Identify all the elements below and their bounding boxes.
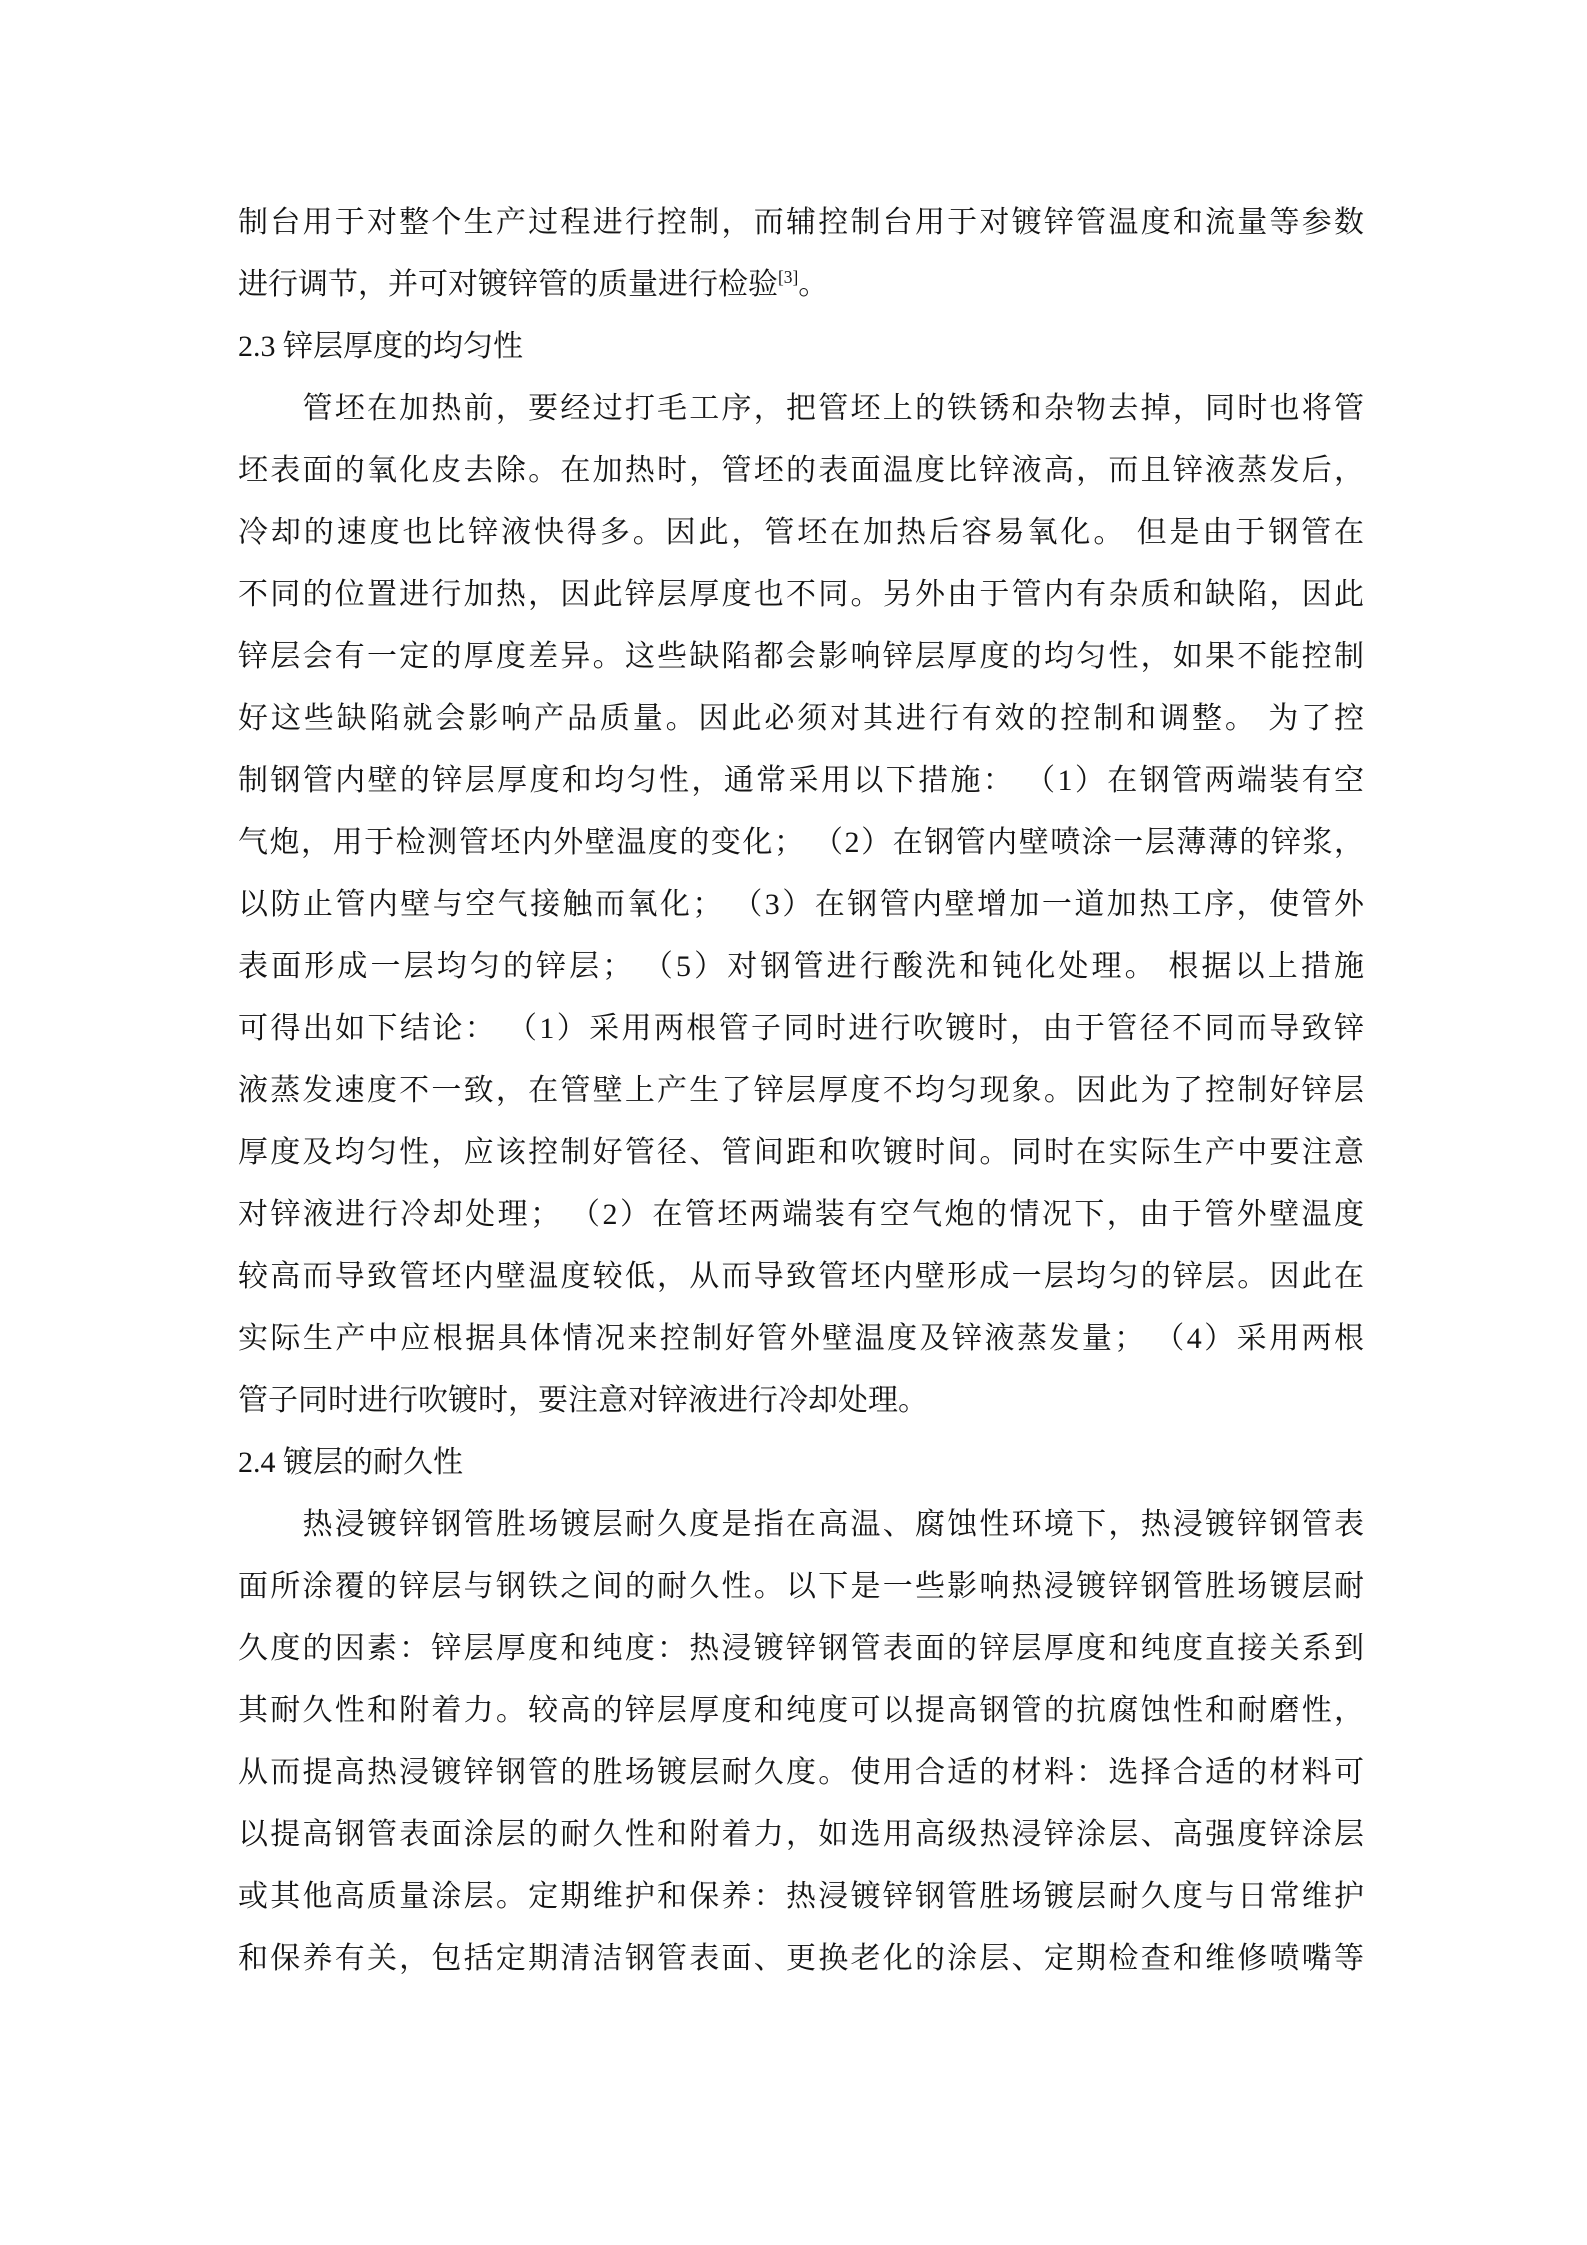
line-text: 久度的因素：锌层厚度和纯度：热浸镀锌钢管表面的锌层厚度和纯度直接关系到	[238, 1632, 1364, 1665]
body-text-line	[238, 1556, 1364, 1618]
body-text-line	[238, 874, 1364, 936]
body-text-line	[238, 254, 1364, 316]
body-text-line	[238, 750, 1364, 812]
line-text: 气炮，用于检测管坯内外壁温度的变化； （2）在钢管内壁喷涂一层薄薄的锌浆，	[238, 826, 1364, 859]
line-text: 其耐久性和附着力。较高的锌层厚度和纯度可以提高钢管的抗腐蚀性和耐磨性，	[238, 1694, 1364, 1727]
body-text-line	[238, 1866, 1364, 1928]
line-text: 厚度及均匀性，应该控制好管径、管间距和吹镀时间。同时在实际生产中要注意	[238, 1136, 1364, 1169]
body-text-line	[238, 688, 1364, 750]
body-text-line	[238, 1122, 1364, 1184]
line-text: 较高而导致管坯内壁温度较低，从而导致管坯内壁形成一层均匀的锌层。因此在	[238, 1260, 1364, 1293]
body-text-line	[238, 1680, 1364, 1742]
body-text-line	[238, 1928, 1364, 1990]
line-text: 坯表面的氧化皮去除。在加热时，管坯的表面温度比锌液高，而且锌液蒸发后，	[238, 454, 1364, 487]
body-text-line	[238, 378, 1364, 440]
body-text-line	[238, 998, 1364, 1060]
line-text: 从而提高热浸镀锌钢管的胜场镀层耐久度。使用合适的材料：选择合适的材料可	[238, 1756, 1364, 1789]
line-text: 管子同时进行吹镀时，要注意对锌液进行冷却处理。	[238, 1384, 928, 1417]
body-text-line	[238, 1370, 1364, 1432]
body-text-line	[238, 1184, 1364, 1246]
citation-superscript: [3]	[778, 267, 799, 287]
line-text: 锌层会有一定的厚度差异。这些缺陷都会影响锌层厚度的均匀性，如果不能控制	[238, 640, 1364, 673]
body-text-line	[238, 812, 1364, 874]
body-text-line	[238, 1742, 1364, 1804]
body-text-line	[238, 1618, 1364, 1680]
line-text: 表面形成一层均匀的锌层； （5）对钢管进行酸洗和钝化处理。 根据以上措施	[238, 950, 1364, 983]
line-text-tail: 。	[798, 268, 829, 301]
line-text: 进行调节，并可对镀锌管的质量进行检验	[238, 268, 778, 301]
line-text: 管坯在加热前，要经过打毛工序，把管坯上的铁锈和杂物去掉，同时也将管	[238, 392, 1364, 425]
line-text: 和保养有关，包括定期清洁钢管表面、更换老化的涂层、定期检查和维修喷嘴等	[238, 1942, 1364, 1975]
line-text: 好这些缺陷就会影响产品质量。因此必须对其进行有效的控制和调整。 为了控	[238, 702, 1364, 735]
body-text-line	[238, 1804, 1364, 1866]
body-text-line	[238, 564, 1364, 626]
line-text: 热浸镀锌钢管胜场镀层耐久度是指在高温、腐蚀性环境下，热浸镀锌钢管表	[238, 1508, 1364, 1541]
body-text-line	[238, 502, 1364, 564]
line-text: 2.3 锌层厚度的均匀性	[238, 330, 523, 363]
body-text-line	[238, 192, 1364, 254]
section-heading	[238, 316, 1364, 378]
line-text: 面所涂覆的锌层与钢铁之间的耐久性。以下是一些影响热浸镀锌钢管胜场镀层耐	[238, 1570, 1364, 1603]
line-text: 可得出如下结论： （1）采用两根管子同时进行吹镀时，由于管径不同而导致锌	[238, 1012, 1364, 1045]
body-text-line	[238, 440, 1364, 502]
line-text: 对锌液进行冷却处理； （2）在管坯两端装有空气炮的情况下，由于管外壁温度	[238, 1198, 1364, 1231]
body-text-line	[238, 936, 1364, 998]
text-block	[238, 192, 1364, 1990]
body-text-line	[238, 1060, 1364, 1122]
line-text: 制台用于对整个生产过程进行控制，而辅控制台用于对镀锌管温度和流量等参数	[238, 206, 1364, 239]
line-text: 以提高钢管表面涂层的耐久性和附着力，如选用高级热浸锌涂层、高强度锌涂层	[238, 1818, 1364, 1851]
line-text: 液蒸发速度不一致，在管壁上产生了锌层厚度不均匀现象。因此为了控制好锌层	[238, 1074, 1364, 1107]
body-text-line	[238, 626, 1364, 688]
line-text: 或其他高质量涂层。定期维护和保养：热浸镀锌钢管胜场镀层耐久度与日常维护	[238, 1880, 1364, 1913]
line-text: 冷却的速度也比锌液快得多。因此，管坯在加热后容易氧化。 但是由于钢管在	[238, 516, 1364, 549]
body-text-line	[238, 1308, 1364, 1370]
line-text: 制钢管内壁的锌层厚度和均匀性，通常采用以下措施： （1）在钢管两端装有空	[238, 764, 1364, 797]
line-text: 不同的位置进行加热，因此锌层厚度也不同。另外由于管内有杂质和缺陷，因此	[238, 578, 1364, 611]
body-text-line	[238, 1246, 1364, 1308]
body-text-line	[238, 1494, 1364, 1556]
line-text: 以防止管内壁与空气接触而氧化； （3）在钢管内壁增加一道加热工序，使管外	[238, 888, 1364, 921]
line-text: 2.4 镀层的耐久性	[238, 1446, 463, 1479]
section-heading	[238, 1432, 1364, 1494]
line-text: 实际生产中应根据具体情况来控制好管外壁温度及锌液蒸发量； （4）采用两根	[238, 1322, 1364, 1355]
